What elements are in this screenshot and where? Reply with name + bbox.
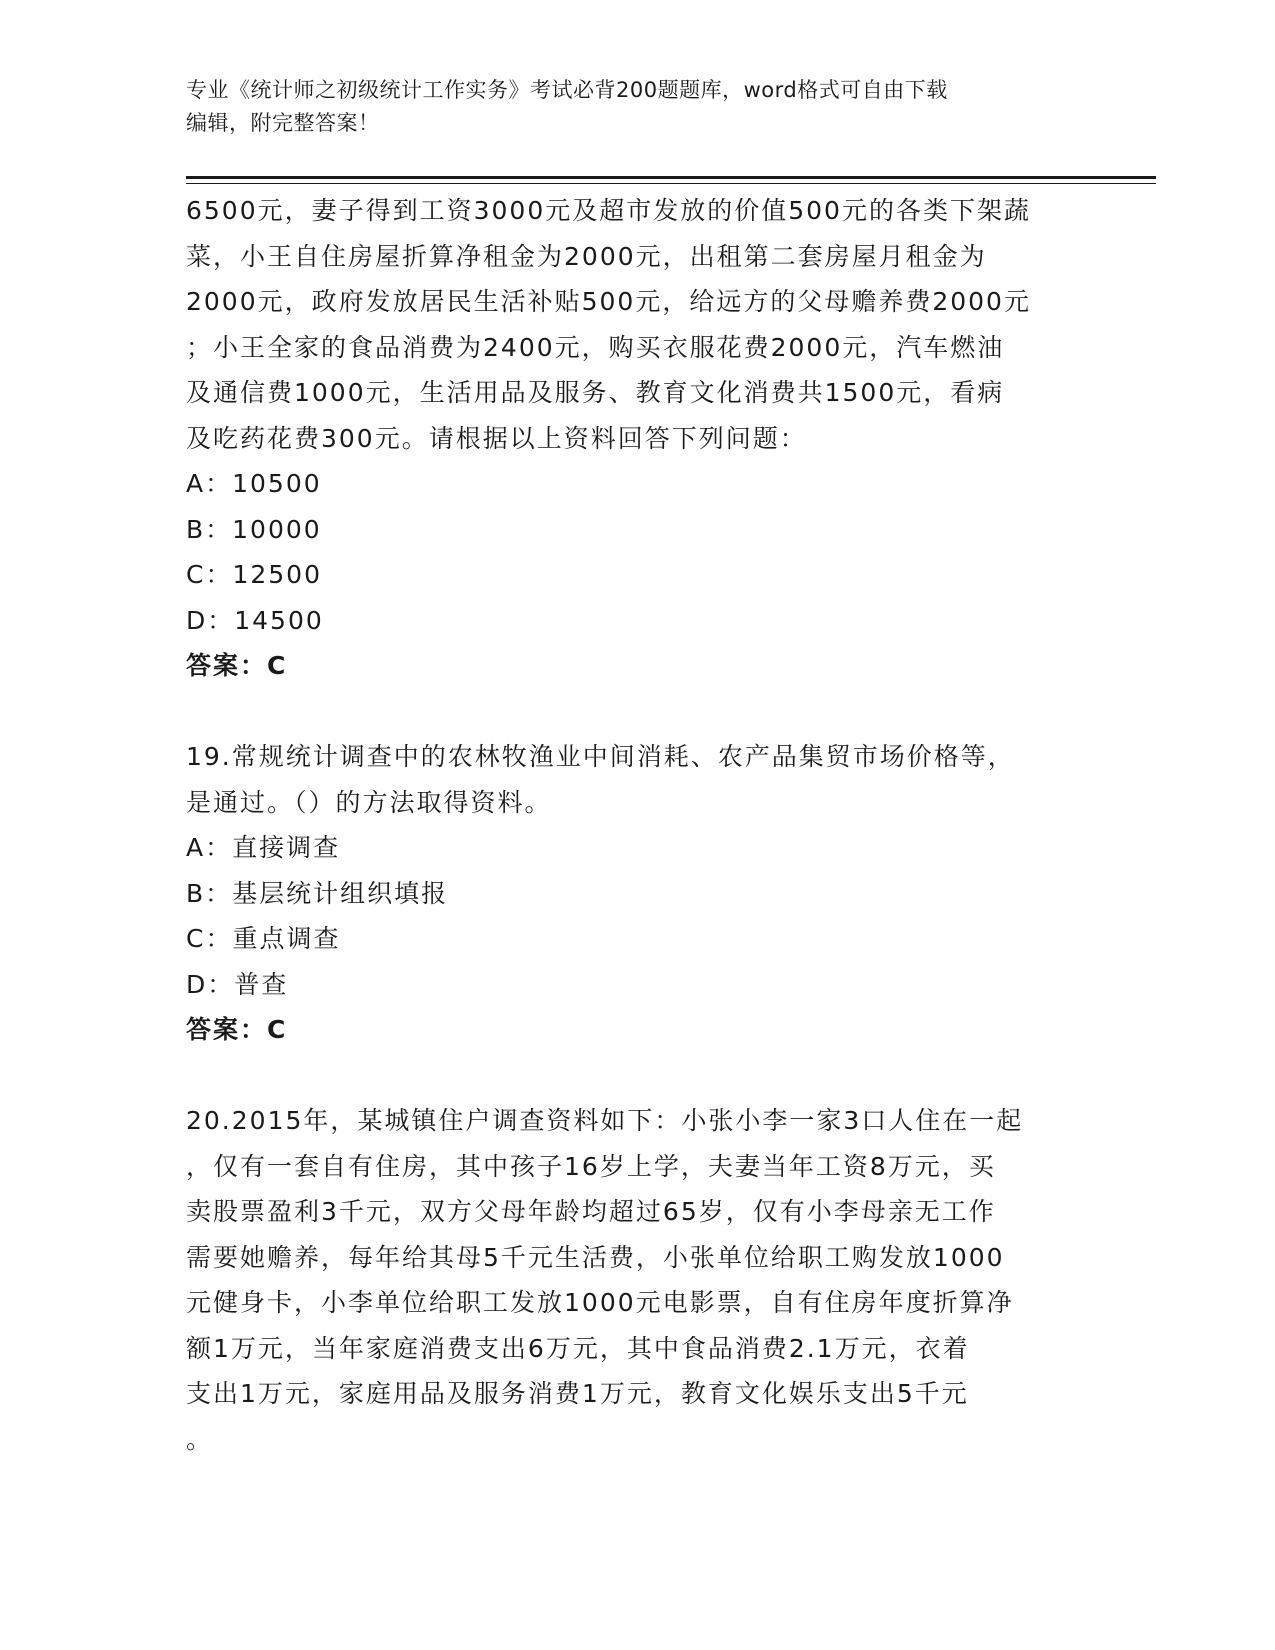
question-19 [186,734,1086,1053]
option-b: B：基层统计组织填报 [186,878,449,908]
question-stem-line: 6500元，妻子得到工资3000元及超市发放的价值500元的各类下架蔬 [186,196,1031,225]
question-stem-line: 支出1万元，家庭用品及服务消费1万元，教育文化娱乐支出5千元 [186,1379,969,1408]
answer-line: 答案：C [186,1015,288,1044]
question-20 [186,1098,1086,1462]
question-stem-line: 。 [186,1424,214,1454]
question-stem-line: 及吃药花费300元。请根据以上资料回答下列问题： [186,423,807,453]
answer-line: 答案：C [186,651,288,680]
option-b: B：10000 [186,514,322,544]
header-title-line-1: 专业《统计师之初级统计工作实务》考试必背200题题库，word格式可自由下载 [186,78,948,102]
option-d: D：普查 [186,969,289,999]
document-header [186,74,1066,140]
question-stem-line: ；小王全家的食品消费为2400元，购买衣服花费2000元，汽车燃油 [186,332,1005,362]
option-c: C：重点调查 [186,924,341,953]
option-d: D：14500 [186,605,324,635]
spacer [186,689,1086,735]
option-a: A：直接调查 [186,833,341,862]
question-stem-line: 需要她赡养，每年给其母5千元生活费，小张单位给职工购发放1000 [186,1242,1005,1272]
option-c: C：12500 [186,560,322,589]
question-stem-line: ，仅有一套自有住房，其中孩子16岁上学，夫妻当年工资8万元，买 [186,1151,996,1181]
option-a: A：10500 [186,469,322,498]
question-stem-line: 20.2015年，某城镇住户调查资料如下：小张小李一家3口人住在一起 [186,1106,1024,1135]
question-stem-line: 元健身卡，小李单位给职工发放1000元电影票，自有住房年度折算净 [186,1288,1014,1317]
question-stem-line: 及通信费1000元，生活用品及服务、教育文化消费共1500元，看病 [186,378,1005,407]
question-stem-line: 2000元，政府发放居民生活补贴500元，给远方的父母赡养费2000元 [186,287,1031,316]
question-content [186,188,1086,1462]
spacer [186,1053,1086,1099]
question-stem-line: 19.常规统计调查中的农林牧渔业中间消耗、农产品集贸市场价格等， [186,742,1015,771]
header-divider-thin [186,183,1156,184]
question-stem-line: 额1万元，当年家庭消费支出6万元，其中食品消费2.1万元，衣着 [186,1333,970,1363]
question-stem-line: 卖股票盈利3千元，双方父母年龄均超过65岁，仅有小李母亲无工作 [186,1197,996,1226]
question-stem-line: 菜，小王自住房屋折算净租金为2000元，出租第二套房屋月租金为 [186,241,987,271]
header-divider-thick [186,176,1156,179]
question-18 [186,188,1086,689]
question-stem-line: 是通过。（）的方法取得资料。 [186,787,552,817]
header-title-line-2: 编辑，附完整答案！ [186,111,380,135]
